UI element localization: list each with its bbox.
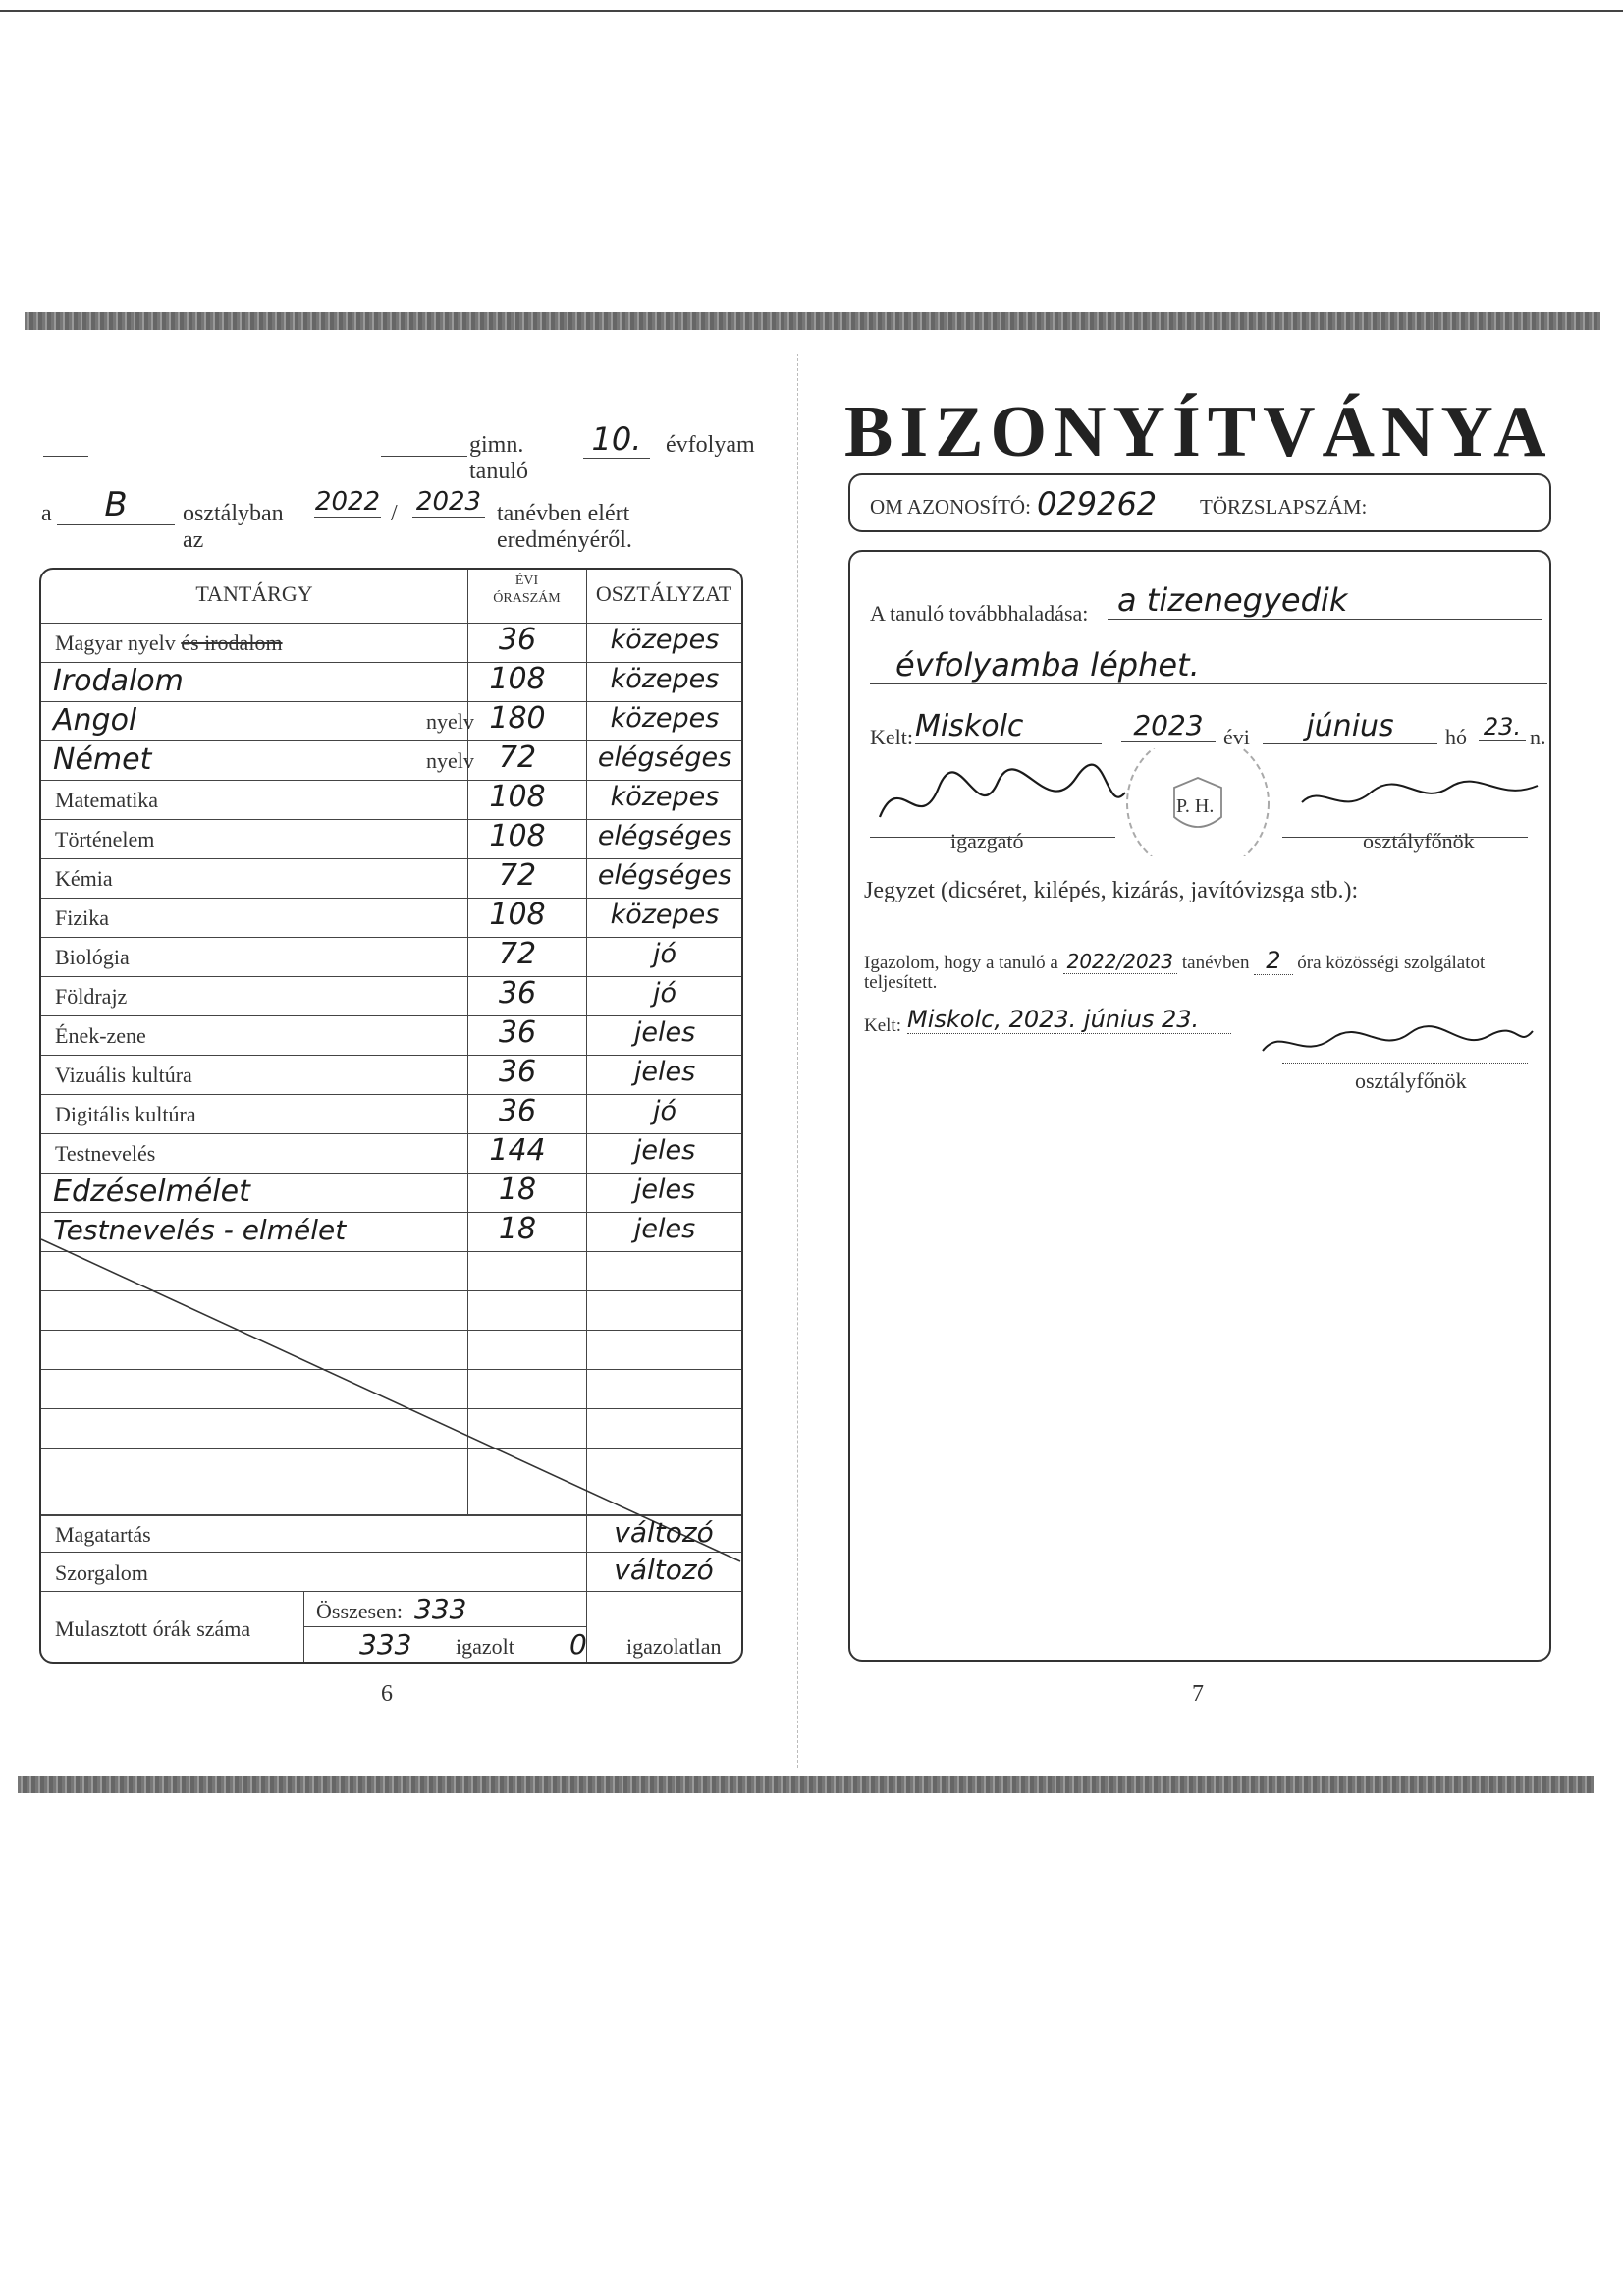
subject-name: Angol	[53, 703, 137, 738]
header-hours-1: ÉVI	[514, 574, 539, 588]
header-hours-2: ÓRASZÁM	[493, 591, 561, 606]
grades-table	[39, 568, 743, 1664]
gimn-label: gimn. tanuló	[469, 432, 528, 484]
igazolom-line: Igazolom, hogy a tanuló a 2022/2023 tanévben 2 óra közösségi szolgálatot	[864, 947, 1486, 974]
grade-value: jó	[652, 1096, 677, 1126]
hours-value: 36	[498, 623, 537, 657]
om-box	[848, 473, 1551, 532]
magatartas-label: Magatartás	[55, 1522, 151, 1547]
subject-name: Digitális kultúra	[55, 1102, 196, 1126]
tanevben-label: tanévben elért eredményéről.	[497, 501, 632, 553]
osztalyfonok-label: osztályfőnök	[1363, 829, 1475, 853]
page-number-right: 7	[1192, 1681, 1204, 1707]
igazolom-years: 2022/2023	[1063, 950, 1178, 974]
document-title: BIZONYÍTVÁNYA	[844, 392, 1553, 472]
magatartas-grade: változó	[614, 1516, 714, 1549]
grade-value: jeles	[633, 1214, 696, 1244]
booklet-spine	[797, 354, 798, 1768]
om-value: 029262	[1037, 485, 1158, 522]
table-row	[41, 662, 741, 701]
table-row	[41, 1133, 741, 1173]
hours-value: 18	[498, 1212, 537, 1246]
booklet-bottom-band	[18, 1776, 1594, 1793]
teacher-signature-2-line	[1282, 1063, 1528, 1064]
kelt-day: 23.	[1479, 713, 1526, 741]
hours-value: 36	[498, 976, 537, 1011]
table-row	[41, 898, 741, 937]
year-start-value: 2022	[314, 487, 381, 517]
subject-name: Történelem	[55, 827, 155, 851]
kelt-month: június	[1263, 709, 1437, 744]
table-row	[41, 740, 741, 780]
hours-value: 108	[489, 819, 546, 853]
subject-name: Kémia	[55, 866, 113, 891]
hours-value: 108	[489, 662, 546, 696]
grade-value: elégséges	[597, 821, 732, 851]
table-row	[41, 1212, 741, 1251]
year-end-value: 2023	[412, 487, 485, 518]
subject-name: Testnevelés - elmélet	[53, 1214, 347, 1246]
table-row	[41, 701, 741, 740]
osztalyfonok2-label: osztályfőnök	[1355, 1068, 1467, 1093]
hours-value: 180	[489, 701, 546, 736]
torzs-label: TÖRZSLAPSZÁM:	[1200, 495, 1368, 519]
mulasztott-label: Mulasztott órák száma	[55, 1616, 251, 1641]
nyelv-label: nyelv	[426, 709, 474, 734]
subject-name: Földrajz	[55, 984, 128, 1009]
subject-name: Magyar nyelv és irodalom	[55, 630, 283, 655]
grade-value: közepes	[610, 900, 720, 930]
table-row	[41, 623, 741, 662]
tovabb-value-2: évfolyamba léphet.	[870, 646, 1547, 684]
hours-value: 36	[498, 1015, 537, 1050]
grade-value: jó	[652, 978, 677, 1009]
main-box	[848, 550, 1551, 1662]
hours-value: 36	[498, 1094, 537, 1128]
scan-top-line	[0, 10, 1623, 12]
subject-name: Vizuális kultúra	[55, 1063, 192, 1087]
subject-name: Ének-zene	[55, 1023, 146, 1048]
blank-line-2	[381, 456, 467, 457]
table-row	[41, 1055, 741, 1094]
osszesen-value: 333	[414, 1593, 467, 1625]
subject-name: Irodalom	[53, 664, 184, 698]
hours-value: 36	[498, 1055, 537, 1089]
igazolom-hours: 2	[1254, 947, 1292, 975]
om-label: OM AZONOSÍTÓ:	[870, 495, 1031, 519]
n-label: n.	[1530, 725, 1546, 749]
hours-value: 72	[498, 937, 537, 971]
grade-value: elégséges	[597, 860, 732, 891]
hours-value: 144	[489, 1133, 546, 1168]
grade-value: jeles	[633, 1175, 696, 1205]
hours-value: 72	[498, 740, 537, 775]
grade-value: közepes	[610, 625, 720, 655]
teacher-signature-2	[1253, 1011, 1538, 1070]
subject-name: Fizika	[55, 905, 109, 930]
evfolyam-label: évfolyam	[666, 432, 755, 458]
grade-value: közepes	[610, 703, 720, 734]
subject-name: Biológia	[55, 945, 130, 969]
hours-value: 108	[489, 898, 546, 932]
tovabb-label: A tanuló továbbhaladása:	[870, 601, 1089, 626]
grade-value: közepes	[610, 664, 720, 694]
table-row	[41, 976, 741, 1015]
subject-name-struck: és irodalom	[181, 630, 283, 655]
subject-name: Német	[53, 742, 152, 777]
subject-name: Matematika	[55, 788, 159, 812]
ph-label: P. H.	[1176, 795, 1215, 817]
a-label: a	[41, 501, 52, 526]
nyelv-label: nyelv	[426, 748, 474, 773]
grade-value: jeles	[633, 1057, 696, 1087]
subject-name: Edzéselmélet	[53, 1175, 250, 1209]
teacher-signature	[1302, 782, 1538, 802]
osszesen-label: Összesen:	[316, 1599, 403, 1623]
table-row	[41, 858, 741, 898]
kelt2-value: Miskolc, 2023. június 23.	[907, 1006, 1231, 1034]
table-row	[41, 1173, 741, 1212]
grade-value: közepes	[610, 782, 720, 812]
grade-value: jó	[652, 939, 677, 969]
principal-signature	[880, 765, 1125, 817]
hours-value: 108	[489, 780, 546, 814]
kelt2-label: Kelt:	[864, 1015, 901, 1036]
table-row	[41, 819, 741, 858]
teljesitett-label: teljesített.	[864, 972, 938, 993]
grade-value: elégséges	[597, 742, 732, 773]
table-row	[41, 780, 741, 819]
header-subject: TANTÁRGY	[195, 581, 313, 606]
table-row	[41, 937, 741, 976]
hours-value: 18	[498, 1173, 537, 1207]
grade-value: jeles	[633, 1017, 696, 1048]
header-grade: OSZTÁLYZAT	[595, 581, 732, 606]
kelt-year: 2023	[1121, 709, 1216, 742]
kelt-label: Kelt:	[870, 725, 913, 749]
blank-line-1	[43, 456, 88, 457]
kelt-city: Miskolc	[915, 709, 1102, 744]
grade-year-value: 10.	[583, 420, 650, 459]
page-number-left: 6	[381, 1681, 393, 1707]
table-row	[41, 1015, 741, 1055]
booklet-top-band	[25, 312, 1600, 330]
igazolt-label: igazolt	[456, 1634, 514, 1659]
ho-label: hó	[1445, 725, 1467, 749]
class-value: B	[57, 485, 175, 525]
szorgalom-label: Szorgalom	[55, 1560, 148, 1585]
subject-name: Testnevelés	[55, 1141, 156, 1166]
year-slash: /	[391, 501, 398, 526]
igazolt-value: 333	[359, 1628, 412, 1661]
igazolatlan-value: 0	[569, 1628, 587, 1661]
osztalyban-label: osztályban az	[183, 501, 284, 553]
hours-value: 72	[498, 858, 537, 893]
jegyzet-label: Jegyzet (dicséret, kilépés, kizárás, javítóvizsga stb.):	[864, 878, 1359, 903]
igazgato-label: igazgató	[950, 829, 1024, 853]
evi-label: évi	[1223, 725, 1250, 749]
szorgalom-grade: változó	[614, 1554, 714, 1586]
igazolatlan-label: igazolatlan	[626, 1634, 722, 1659]
tovabb-value-1: a tizenegyedik	[1108, 581, 1542, 620]
table-row	[41, 1094, 741, 1133]
grade-value: jeles	[633, 1135, 696, 1166]
